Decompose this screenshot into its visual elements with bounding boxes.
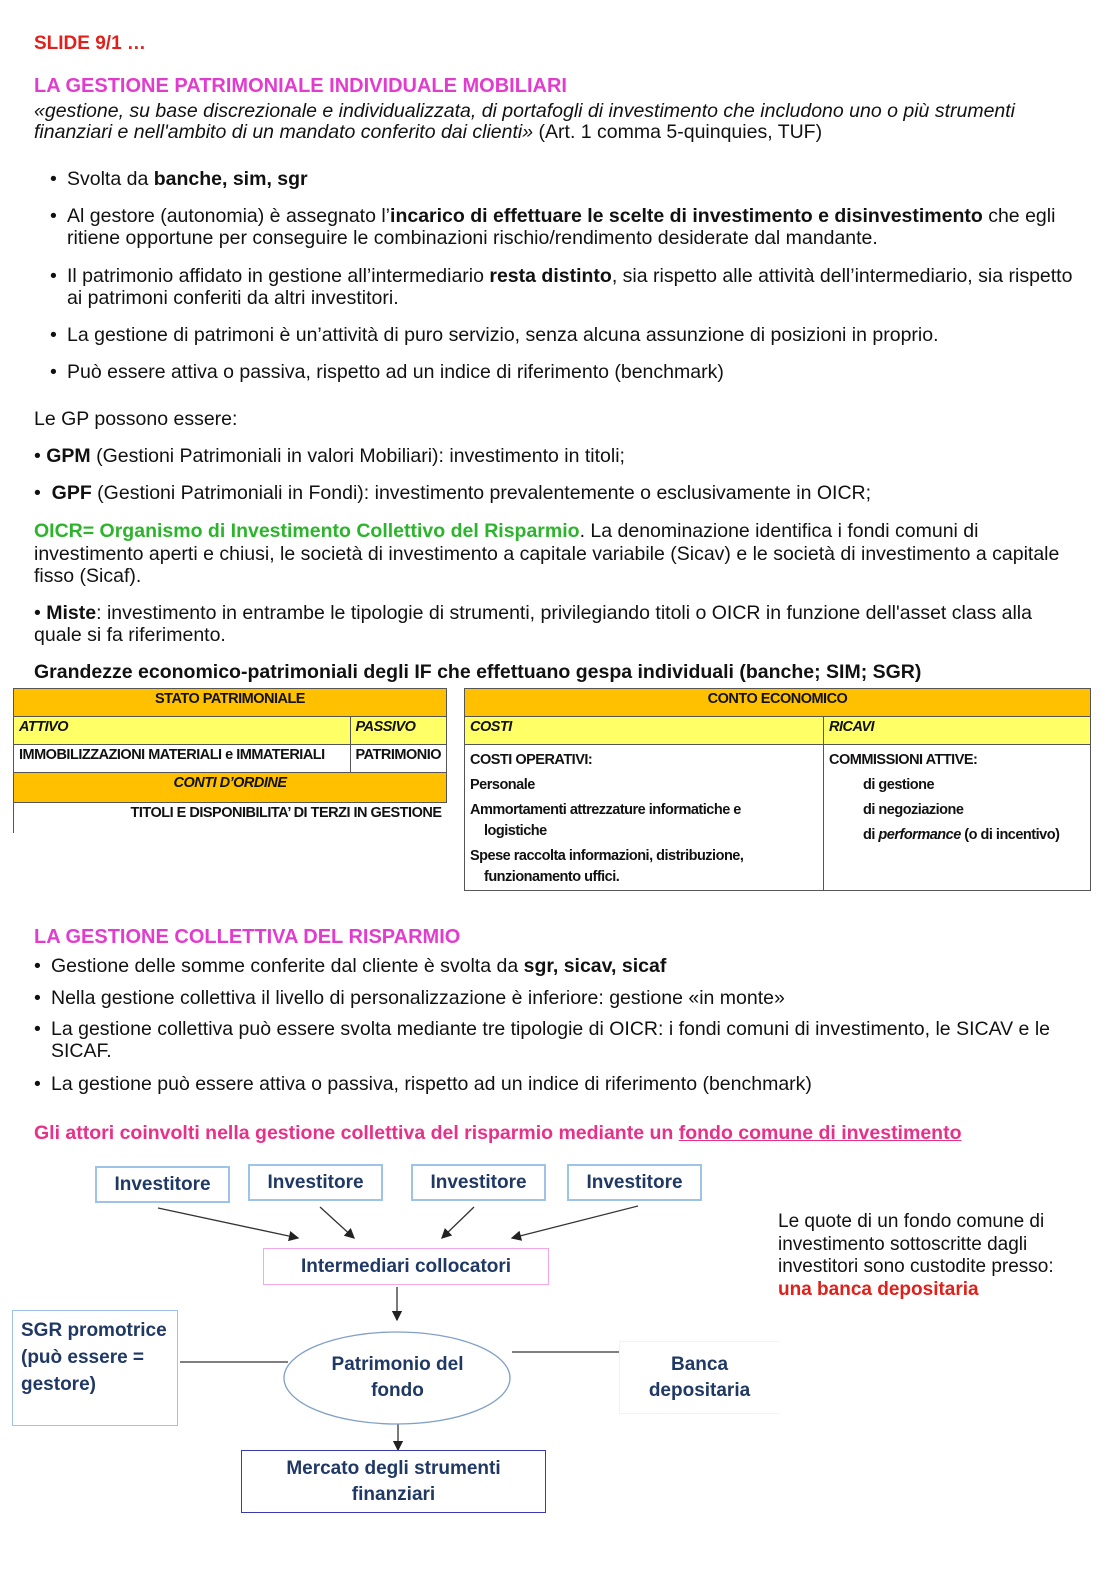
investitore-box: Investitore bbox=[248, 1164, 383, 1201]
section-title: LA GESTIONE PATRIMONIALE INDIVIDUALE MOBILIARI bbox=[34, 75, 567, 97]
investitore-box: Investitore bbox=[411, 1164, 546, 1201]
gpm-item: • GPM (Gestioni Patrimoniali in valori Mobiliari): investimento in titoli; bbox=[34, 445, 625, 467]
tables-title: Grandezze economico-patrimoniali degli IF che effettuano gespa individuali (banche; SIM; SGR) bbox=[34, 661, 922, 683]
table-cell: IMMOBILIZZAZIONI MATERIALI e IMMATERIALI bbox=[14, 745, 351, 773]
intermediari-box: Intermediari collocatori bbox=[263, 1248, 549, 1285]
table-cell: PATRIMONIO bbox=[350, 745, 446, 773]
table-cell: TITOLI E DISPONIBILITA’ DI TERZI IN GESTIONE bbox=[14, 803, 447, 833]
definition-source: (Art. 1 comma 5-quinquies, TUF) bbox=[533, 121, 823, 143]
gpf-item: • GPF (Gestioni Patrimoniali in Fondi): investimento prevalentemente o esclusivamente in OICR; bbox=[34, 482, 872, 504]
ricavi-cell: COMMISSIONI ATTIVE: di gestione di negoziazione di performance (o di incentivo) bbox=[824, 745, 1091, 891]
costi-header: COSTI bbox=[465, 717, 824, 745]
gp-intro: Le GP possono essere: bbox=[34, 408, 238, 430]
list-item: • La gestione di patrimoni è un’attività di puro servizio, senza alcuna assunzione di posizioni in proprio. bbox=[50, 324, 939, 346]
list-item: • Gestione delle somme conferite dal cliente è svolta da sgr, sicav, sicaf bbox=[34, 955, 667, 977]
list-item: • La gestione può essere attiva o passiva, rispetto ad un indice di riferimento (benchmark) bbox=[34, 1073, 812, 1095]
slide-label: SLIDE 9/1 … bbox=[34, 33, 146, 54]
conti-ordine-header: CONTI D’ORDINE bbox=[14, 773, 447, 803]
oicr-definition: OICR= Organismo di Investimento Collettivo del Risparmio. La denominazione identifica i fondi comuni di investimento aperti e chiusi, le società di investimento a capitale variabile (Sicav) e le società di investimento a capitale fisso (Sicaf). bbox=[34, 520, 1060, 587]
miste-item: • Miste: investimento in entrambe le tipologie di strumenti, privilegiando titoli o OICR in funzione dell'asset class alla quale si fa riferimento. bbox=[34, 602, 1032, 646]
ricavi-header: RICAVI bbox=[824, 717, 1091, 745]
list-item: • Al gestore (autonomia) è assegnato l’incarico di effettuare le scelte di investimento e disinvestimento che egli ritiene opportune per conseguire le combinazioni rischio/rendimento desiderate dal mandante. bbox=[50, 205, 1056, 249]
investitore-box: Investitore bbox=[567, 1164, 702, 1201]
mercato-box: Mercato degli strumenti finanziari bbox=[241, 1450, 546, 1513]
arrow bbox=[320, 1207, 354, 1238]
list-item: • La gestione collettiva può essere svolta mediante tre tipologie di OICR: i fondi comuni di investimento, le SICAV e le SICAF. bbox=[34, 1018, 1050, 1062]
arrow bbox=[512, 1206, 638, 1238]
table-header: CONTO ECONOMICO bbox=[465, 689, 1091, 717]
definition-quote: «gestione, su base discrezionale e individualizzata, di portafogli di investimento che includono uno o più strumenti finanziari e nell'ambito di un mandato conferito dai clienti» bbox=[34, 100, 1016, 143]
list-item: • Svolta da banche, sim, sgr bbox=[50, 168, 308, 190]
custody-note: Le quote di un fondo comune di investimento sottoscritte dagli investitori sono custodite presso: una banca depositaria bbox=[778, 1211, 1054, 1300]
banca-box: Banca depositaria bbox=[619, 1341, 779, 1414]
list-item: • Nella gestione collettiva il livello di personalizzazione è inferiore: gestione «in monte» bbox=[34, 987, 785, 1009]
patrimonio-label: Patrimonio del fondo bbox=[331, 1354, 464, 1401]
arrow bbox=[442, 1207, 474, 1238]
actors-title: Gli attori coinvolti nella gestione collettiva del risparmio mediante un fondo comune di investimento bbox=[34, 1122, 962, 1144]
section-title: LA GESTIONE COLLETTIVA DEL RISPARMIO bbox=[34, 926, 461, 948]
list-item: • Può essere attiva o passiva, rispetto ad un indice di riferimento (benchmark) bbox=[50, 361, 724, 383]
table-header: STATO PATRIMONIALE bbox=[14, 689, 447, 717]
fondo-comune-link[interactable]: fondo comune di investimento bbox=[678, 1122, 962, 1144]
attivo-header: ATTIVO bbox=[14, 717, 351, 745]
sgr-box: SGR promotrice (può essere = gestore) bbox=[12, 1310, 178, 1426]
list-item: • Il patrimonio affidato in gestione all’intermediario resta distinto, sia rispetto alle attività dell’intermediario, sia rispetto ai patrimoni conferiti da altri investitori. bbox=[50, 265, 1073, 309]
costi-cell: COSTI OPERATIVI: Personale Ammortamenti attrezzature informatiche e logistiche Spese raccolta informazioni, distribuzione, funzionamento uffici. bbox=[465, 745, 824, 891]
investitore-box: Investitore bbox=[95, 1166, 230, 1203]
passivo-header: PASSIVO bbox=[350, 717, 446, 745]
arrow bbox=[158, 1208, 298, 1238]
